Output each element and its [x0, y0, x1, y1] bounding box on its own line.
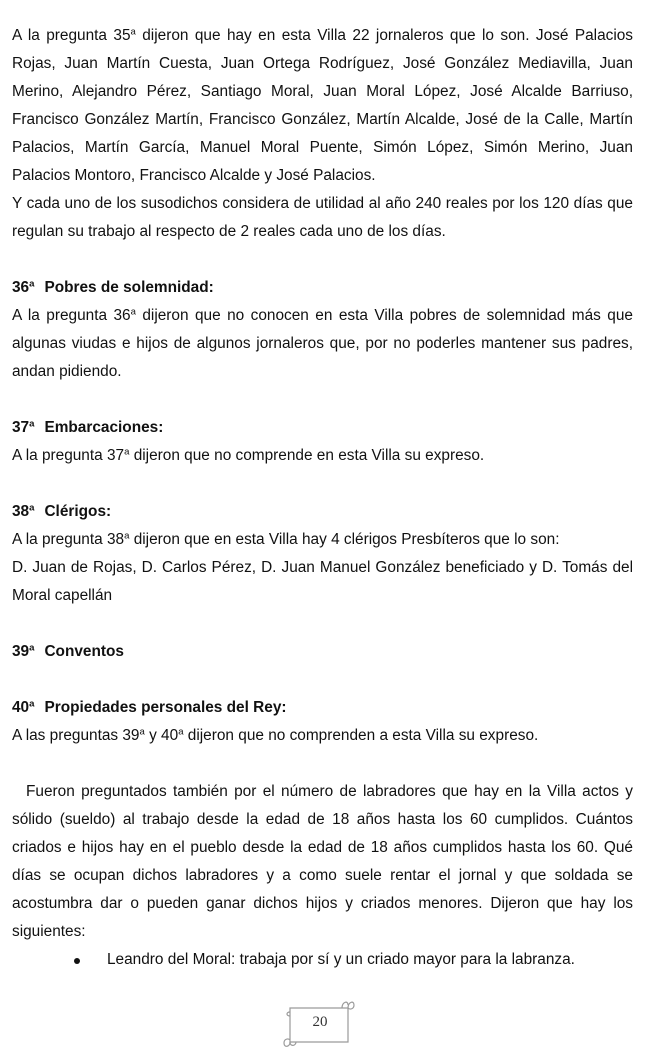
- section-number: 40: [12, 699, 30, 716]
- section-title: Pobres de solemnidad:: [44, 279, 214, 296]
- ordinal-superscript: a: [29, 642, 35, 654]
- section-37: [12, 414, 633, 470]
- section-39: [12, 638, 633, 666]
- ordinal-superscript: a: [29, 502, 35, 514]
- paragraph-text: A la pregunta 36: [12, 307, 131, 324]
- paragraph-text: dijeron que no comprende en esta Villa su expreso.: [129, 447, 485, 464]
- list-item: [12, 946, 633, 974]
- section-body-40: [12, 722, 633, 750]
- section-number: 39: [12, 643, 30, 660]
- section-body-37: [12, 442, 633, 470]
- section-number: 37: [12, 419, 30, 436]
- document-page: [12, 22, 633, 974]
- laborer-list: [12, 946, 633, 974]
- ordinal-superscript: a: [124, 530, 130, 542]
- section-title: Propiedades personales del Rey:: [44, 699, 287, 716]
- paragraph-35: [12, 22, 633, 190]
- paragraph-text: A las preguntas 39: [12, 727, 140, 744]
- section-heading-40: [12, 694, 633, 722]
- section-40: [12, 694, 633, 750]
- bullet-icon: [74, 958, 80, 964]
- paragraph-text: A la pregunta 35: [12, 27, 131, 44]
- paragraph-text: dijeron que hay en esta Villa 22 jornaleros que lo son. José Palacios Rojas, Juan Martín Cuesta, Juan Ortega Rodríguez, José González Mediavilla, Juan Merino, Alejandro Pérez, Santiago Moral, Juan Moral López, José Alcalde Barriuso, Francisco González Martín, Francisco González, Martín Alcalde, José de la Calle, Martín Palacios, Martín García, Manuel Moral Puente, Simón López, Simón Merino, Juan Palacios Montoro, Francisco Alcalde y José Palacios.: [12, 27, 633, 184]
- section-heading-37: [12, 414, 633, 442]
- clergy-list: D. Juan de Rojas, D. Carlos Pérez, D. Juan Manuel González beneficiado y D. Tomás del Moral capellán: [12, 559, 633, 604]
- paragraph-text: dijeron que en esta Villa hay 4 clérigos Presbíteros que lo son:: [129, 531, 560, 548]
- paragraph-35-utility: Y cada uno de los susodichos considera de utilidad al año 240 reales por los 120 días que regulan su trabajo al respecto de 2 reales cada uno de los días.: [12, 195, 633, 240]
- closing-paragraph: Fueron preguntados también por el número de labradores que hay en la Villa actos y sólido (sueldo) al trabajo desde la edad de 18 años hasta los 60 cumplidos. Cuántos criados e hijos hay en el pueblo desde la edad de 18 años cumplidos hasta los 60. Qué días se ocupan dichos labradores y a como suele rentar el jornal y que soldada se acostumbra dar o pueden ganar dichos hijos y criados menores. Dijeron que hay los siguientes:: [12, 783, 633, 940]
- ordinal-superscript: a: [124, 446, 130, 458]
- section-body-38: [12, 526, 633, 554]
- ordinal-superscript: a: [29, 278, 35, 290]
- section-heading-39: [12, 638, 633, 666]
- paragraph-text: dijeron que no comprenden a esta Villa su expreso.: [183, 727, 539, 744]
- ordinal-superscript: a: [29, 698, 35, 710]
- page-number-scroll: [282, 998, 358, 1048]
- section-title: Clérigos:: [44, 503, 112, 520]
- ordinal-superscript: a: [29, 418, 35, 430]
- section-heading-38: [12, 498, 633, 526]
- section-number: 38: [12, 503, 30, 520]
- paragraph-text: dijeron que no conocen en esta Villa pobres de solemnidad más que algunas viudas e hijos de algunos jornaleros que, por no poderles mantener sus padres, andan pidiendo.: [12, 307, 633, 380]
- section-title: Conventos: [44, 643, 124, 660]
- section-title: Embarcaciones:: [44, 419, 164, 436]
- ordinal-superscript: a: [139, 726, 145, 738]
- ordinal-superscript: a: [130, 26, 136, 38]
- section-heading-36: [12, 274, 633, 302]
- section-38: [12, 498, 633, 610]
- paragraph-text: A la pregunta 38: [12, 531, 125, 548]
- ordinal-superscript: a: [178, 726, 184, 738]
- ordinal-superscript: a: [130, 306, 136, 318]
- paragraph-text: A la pregunta 37: [12, 447, 125, 464]
- paragraph-text: y 40: [144, 727, 179, 744]
- section-36: [12, 274, 633, 386]
- section-body-36: [12, 302, 633, 386]
- section-number: 36: [12, 279, 30, 296]
- list-item-text: Leandro del Moral: trabaja por sí y un criado mayor para la labranza.: [107, 951, 575, 968]
- page-number: 20: [312, 1014, 328, 1030]
